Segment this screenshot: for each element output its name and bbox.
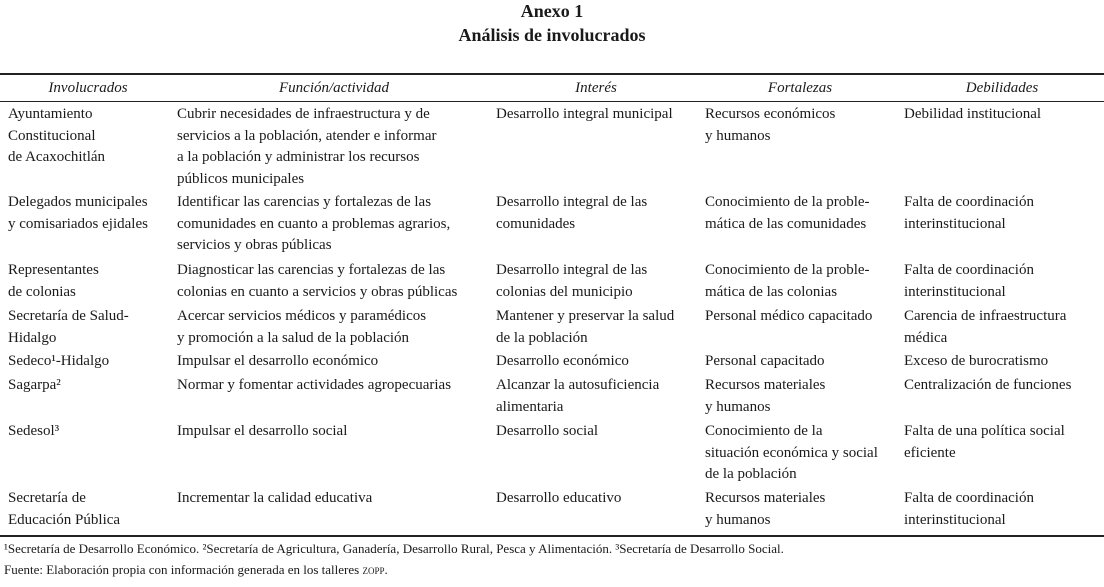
cell-line: Centralización de funciones	[904, 377, 1072, 393]
cell-interes	[496, 421, 598, 443]
cell-line: de Acaxochitlán	[8, 149, 106, 166]
cell-line: alimentaria	[496, 398, 564, 415]
cell-debilidades	[904, 421, 1065, 464]
cell-line: Desarrollo educativo	[496, 490, 622, 506]
cell-line: Desarrollo social	[496, 423, 599, 439]
header-funcion: Función/actividad	[279, 80, 389, 96]
cell-line: Incrementar la calidad educativa	[177, 490, 373, 506]
cell-line: Sedeco¹-Hidalgo	[8, 353, 110, 369]
cell-line: Recursos económicos	[705, 106, 836, 122]
cell-line: Desarrollo integral de las	[496, 262, 648, 278]
cell-line: colonias del municipio	[496, 283, 633, 300]
source-period: .	[384, 562, 388, 577]
cell-line: Normar y fomentar actividades agropecuarias	[177, 377, 452, 393]
cell-line: Mantener y preservar la salud	[496, 308, 675, 324]
cell-debilidades	[904, 375, 1071, 397]
cell-line: y humanos	[705, 127, 771, 144]
cell-line: y humanos	[705, 511, 771, 528]
cell-line: Secretaría de Salud-	[8, 308, 129, 324]
cell-line: de la población	[705, 466, 797, 483]
cell-line: Recursos materiales	[705, 490, 826, 506]
cell-involucrados	[8, 104, 105, 169]
cell-line: Desarrollo económico	[496, 353, 629, 369]
cell-fortalezas	[705, 421, 878, 486]
cell-line: y comisariados ejidales	[8, 215, 148, 232]
cell-funcion	[177, 104, 436, 191]
cell-line: Conocimiento de la proble-	[705, 262, 870, 278]
cell-line: Identificar las carencias y fortalezas de las	[177, 194, 432, 210]
cell-line: Personal capacitado	[705, 353, 825, 369]
cell-line: Constitucional	[8, 127, 96, 144]
cell-line: Desarrollo integral de las	[496, 194, 648, 210]
cell-line: interinstitucional	[904, 215, 1006, 232]
cell-involucrados	[8, 306, 129, 349]
cell-fortalezas	[705, 488, 825, 531]
cell-line: Conocimiento de la proble-	[705, 194, 870, 210]
cell-funcion	[177, 421, 347, 443]
cell-funcion	[177, 306, 426, 349]
header-involucrados: Involucrados	[48, 80, 128, 96]
cell-line: Desarrollo integral municipal	[496, 106, 673, 122]
cell-interes	[496, 260, 647, 303]
header-interes: Interés	[575, 80, 617, 96]
cell-debilidades	[904, 192, 1034, 235]
cell-line: Representantes	[8, 262, 99, 278]
cell-line: Debilidad institucional	[904, 106, 1042, 122]
cell-line: Educación Pública	[8, 511, 121, 528]
cell-line: comunidades	[496, 215, 576, 232]
cell-line: Personal médico capacitado	[705, 308, 873, 324]
cell-line: Impulsar el desarrollo social	[177, 423, 348, 439]
cell-line: Secretaría de	[8, 490, 86, 506]
cell-line: Sagarpa²	[8, 377, 61, 393]
cell-line: Exceso de burocratismo	[904, 353, 1049, 369]
cell-line: Sedesol³	[8, 423, 60, 439]
cell-line: Carencia de infraestructura	[904, 308, 1067, 324]
cell-interes	[496, 104, 673, 126]
cell-debilidades	[904, 306, 1066, 349]
cell-line: Acercar servicios médicos y paramédicos	[177, 308, 427, 324]
source-text: Fuente: Elaboración propia con información generada en los talleres	[4, 562, 360, 577]
table-header-rule	[0, 101, 1104, 102]
cell-funcion	[177, 351, 378, 373]
cell-debilidades	[904, 104, 1041, 126]
footnote-source	[4, 562, 388, 578]
cell-involucrados	[8, 488, 120, 531]
cell-line: eficiente	[904, 444, 956, 461]
cell-funcion	[177, 260, 457, 303]
annex-subtitle: Análisis de involucrados	[458, 25, 646, 45]
cell-funcion	[177, 375, 451, 397]
cell-line: Hidalgo	[8, 329, 57, 346]
table-top-rule	[0, 73, 1104, 75]
cell-line: Alcanzar la autosuficiencia	[496, 377, 660, 393]
cell-involucrados	[8, 375, 61, 397]
cell-debilidades	[904, 351, 1048, 373]
header-fortalezas: Fortalezas	[767, 80, 833, 96]
cell-line: colonias en cuanto a servicios y obras públicas	[177, 283, 458, 300]
cell-line: servicios y obras públicas	[177, 237, 332, 254]
cell-line: Falta de coordinación	[904, 490, 1034, 506]
cell-line: Diagnosticar las carencias y fortalezas de las	[177, 262, 446, 278]
header-debilidades: Debilidades	[965, 80, 1039, 96]
cell-line: interinstitucional	[904, 511, 1006, 528]
cell-interes	[496, 306, 674, 349]
cell-fortalezas	[705, 260, 870, 303]
footnote-abbreviations: ¹Secretaría de Desarrollo Económico. ²Secretaría de Agricultura, Ganadería, Desarrollo Rural, Pesca y Alimentación. ³Secretaría de Desarrollo Social.	[4, 541, 784, 556]
cell-line: Recursos materiales	[705, 377, 826, 393]
cell-line: y humanos	[705, 398, 771, 415]
cell-line: médica	[904, 329, 948, 346]
cell-fortalezas	[705, 351, 825, 373]
cell-line: comunidades en cuanto a problemas agrarios,	[177, 215, 451, 232]
cell-line: Cubrir necesidades de infraestructura y de	[177, 106, 430, 122]
cell-funcion	[177, 192, 450, 257]
cell-line: mática de las colonias	[705, 283, 838, 300]
cell-involucrados	[8, 192, 148, 235]
cell-fortalezas	[705, 104, 835, 147]
cell-involucrados	[8, 351, 109, 373]
cell-line: mática de las comunidades	[705, 215, 867, 232]
cell-line: interinstitucional	[904, 283, 1006, 300]
cell-fortalezas	[705, 306, 872, 328]
cell-interes	[496, 488, 621, 510]
cell-debilidades	[904, 488, 1034, 531]
cell-line: Falta de una política social	[904, 423, 1065, 439]
cell-line: Delegados municipales	[8, 194, 148, 210]
cell-interes	[496, 351, 629, 373]
cell-line: Falta de coordinación	[904, 262, 1034, 278]
cell-line: de la población	[496, 329, 588, 346]
annex-title: Anexo 1	[520, 1, 584, 21]
cell-line: Impulsar el desarrollo económico	[177, 353, 379, 369]
cell-line: Ayuntamiento	[8, 106, 93, 122]
cell-line: a la población y administrar los recursos	[177, 149, 420, 166]
cell-interes	[496, 375, 659, 418]
cell-line: servicios a la población, atender e informar	[177, 127, 437, 144]
cell-funcion	[177, 488, 372, 510]
cell-debilidades	[904, 260, 1034, 303]
cell-interes	[496, 192, 647, 235]
cell-fortalezas	[705, 192, 870, 235]
cell-line: situación económica y social	[705, 444, 878, 461]
cell-fortalezas	[705, 375, 825, 418]
cell-line: Conocimiento de la	[705, 423, 823, 439]
cell-line: y promoción a la salud de la población	[177, 329, 410, 346]
cell-involucrados	[8, 260, 99, 303]
cell-line: públicos municipales	[177, 171, 305, 188]
table-bottom-rule	[0, 535, 1104, 537]
cell-line: de colonias	[8, 283, 76, 300]
source-acronym: zopp	[362, 562, 385, 577]
cell-involucrados	[8, 421, 59, 443]
cell-line: Falta de coordinación	[904, 194, 1034, 210]
